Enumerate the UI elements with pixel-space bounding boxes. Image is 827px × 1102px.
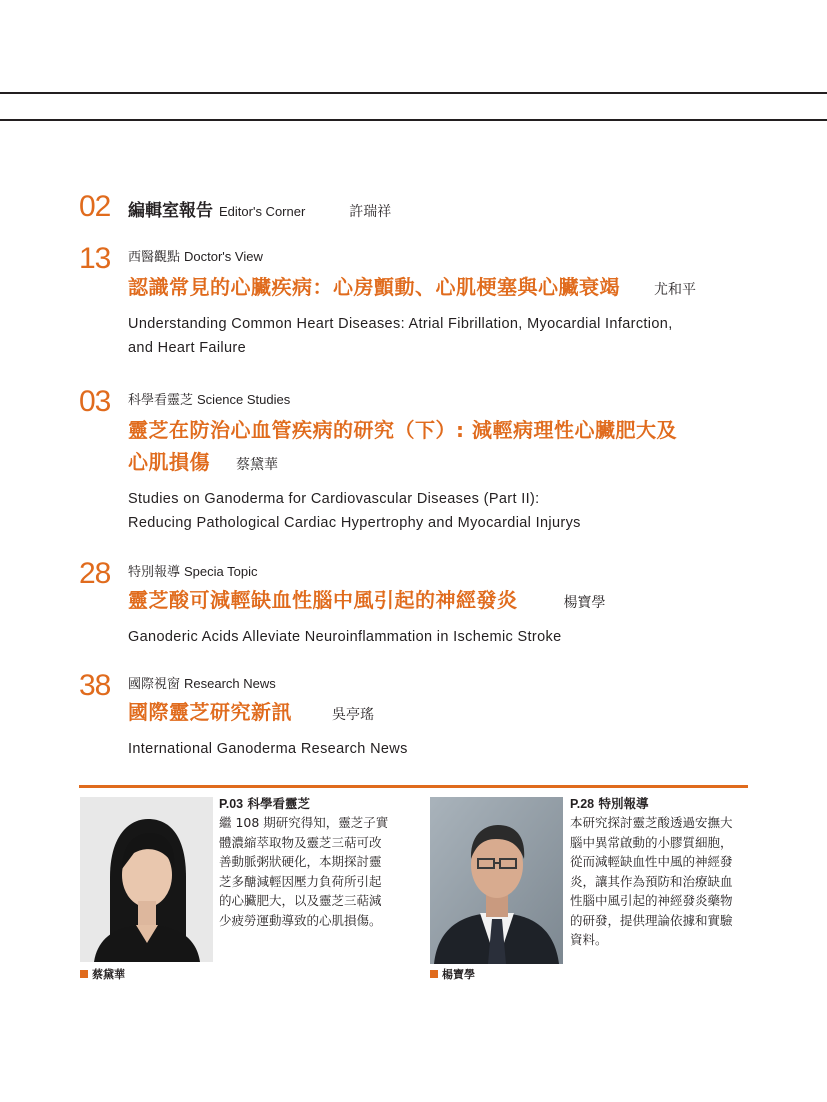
article-title-line2 (128, 447, 768, 480)
page-number: 38 (79, 669, 111, 702)
summary-line: 的研發，提供理論依據和實驗 (570, 912, 733, 928)
section-label-zh: 國際視窗 (128, 677, 181, 692)
article-title (128, 697, 768, 730)
highlight-page: P.03 (219, 797, 244, 811)
summary-line: 資料。 (570, 932, 608, 947)
article-title-en-line1: Understanding Common Heart Diseases: Atrial Fibrillation, Myocardial Infarction, (128, 316, 673, 332)
highlight-heading (570, 795, 752, 813)
page-number: 13 (79, 242, 111, 275)
summary-line: 芝多醣減輕因壓力負荷所引起 (219, 873, 382, 889)
author: 許瑞祥 (349, 204, 392, 220)
second-rule (0, 119, 827, 121)
summary-line: 腦中異常啟動的小膠質細胞， (570, 834, 733, 850)
section-label (128, 392, 768, 409)
photo-caption (430, 966, 475, 982)
summary-line: 繼 108 期研究得知，靈芝子實 (219, 815, 389, 830)
section-title-en: Editor's Corner (219, 204, 306, 219)
article-title-text: 國際靈芝研究新訊 (128, 700, 292, 724)
highlight-section: 科學看靈芝 (247, 796, 310, 811)
summary-line: 善動脈粥狀硬化，本期探討靈 (219, 854, 382, 869)
section-label-en: Science Studies (197, 392, 291, 407)
article-title-en-line2: and Heart Failure (128, 340, 246, 356)
page-number: 02 (79, 190, 111, 223)
article-title-en-line1: Studies on Ganoderma for Cardiovascular Diseases (Part II): (128, 491, 540, 507)
summary-line: 少疲勞運動導致的心肌損傷。 (219, 912, 382, 928)
section-label-en: Research News (184, 676, 276, 691)
article-title-text: 靈芝酸可減輕缺血性腦中風引起的神經發炎 (128, 588, 518, 612)
article-title (128, 585, 768, 618)
author: 楊寶學 (563, 595, 606, 611)
author-photo-woman (80, 797, 213, 962)
summary-line: 本研究探討靈芝酸透過安撫大 (570, 815, 733, 830)
highlight-summary-p03 (219, 795, 409, 930)
section-label (128, 249, 768, 266)
page-number: 28 (79, 557, 111, 590)
section-label (128, 564, 768, 581)
summary-line: 性腦中風引起的神經發炎藥物 (570, 893, 733, 908)
section-label-zh: 特別報導 (128, 565, 181, 580)
article-title (128, 272, 768, 305)
summary-line: 的心臟肥大，以及靈芝三萜減 (219, 893, 382, 908)
summary-line: 從而減輕缺血性中風的神經發 (570, 854, 733, 869)
top-rule (0, 92, 827, 94)
article-title-en-line1: Ganoderic Acids Alleviate Neuroinflammation in Ischemic Stroke (128, 629, 562, 645)
article-title-en-line2: Reducing Pathological Cardiac Hypertrophy and Myocardial Injurys (128, 515, 581, 531)
section-title-zh: 編輯室報告 (128, 201, 213, 221)
page-number: 03 (79, 385, 111, 418)
section-label-en: Specia Topic (184, 564, 258, 579)
section-divider (79, 785, 748, 788)
photo-caption (80, 966, 125, 982)
article-title-line1: 靈芝在防治心血管疾病的研究（下）: 減輕病理性心臟肥大及 (128, 418, 677, 442)
caption-square-icon (430, 970, 438, 978)
highlight-page: P.28 (570, 797, 595, 811)
caption-square-icon (80, 970, 88, 978)
highlight-section: 特別報導 (598, 796, 649, 811)
section-label (128, 676, 768, 693)
caption-name: 蔡黛華 (92, 968, 125, 981)
portrait-image (80, 797, 213, 962)
summary-line: 體濃縮萃取物及靈芝三萜可改 (219, 834, 382, 850)
highlight-heading (219, 795, 409, 813)
section-label-zh: 科學看靈芝 (128, 393, 194, 408)
section-label-zh: 西醫觀點 (128, 250, 181, 265)
section-label-en: Doctor's View (184, 249, 263, 264)
author: 吳亭瑤 (332, 707, 374, 723)
summary-line: 炎，讓其作為預防和治療缺血 (570, 873, 733, 889)
author: 尤和平 (654, 282, 696, 298)
caption-name: 楊寶學 (442, 968, 475, 981)
author: 蔡黛華 (236, 457, 278, 473)
article-title-text: 認識常見的心臟疾病：心房顫動、心肌梗塞與心臟衰竭 (128, 275, 620, 299)
article-title-text: 心肌損傷 (128, 450, 210, 474)
article-title-en-line1: International Ganoderma Research News (128, 741, 408, 757)
entry-text (128, 196, 768, 221)
portrait-image (430, 797, 563, 964)
author-photo-man (430, 797, 563, 964)
highlight-summary-p28 (570, 795, 752, 950)
